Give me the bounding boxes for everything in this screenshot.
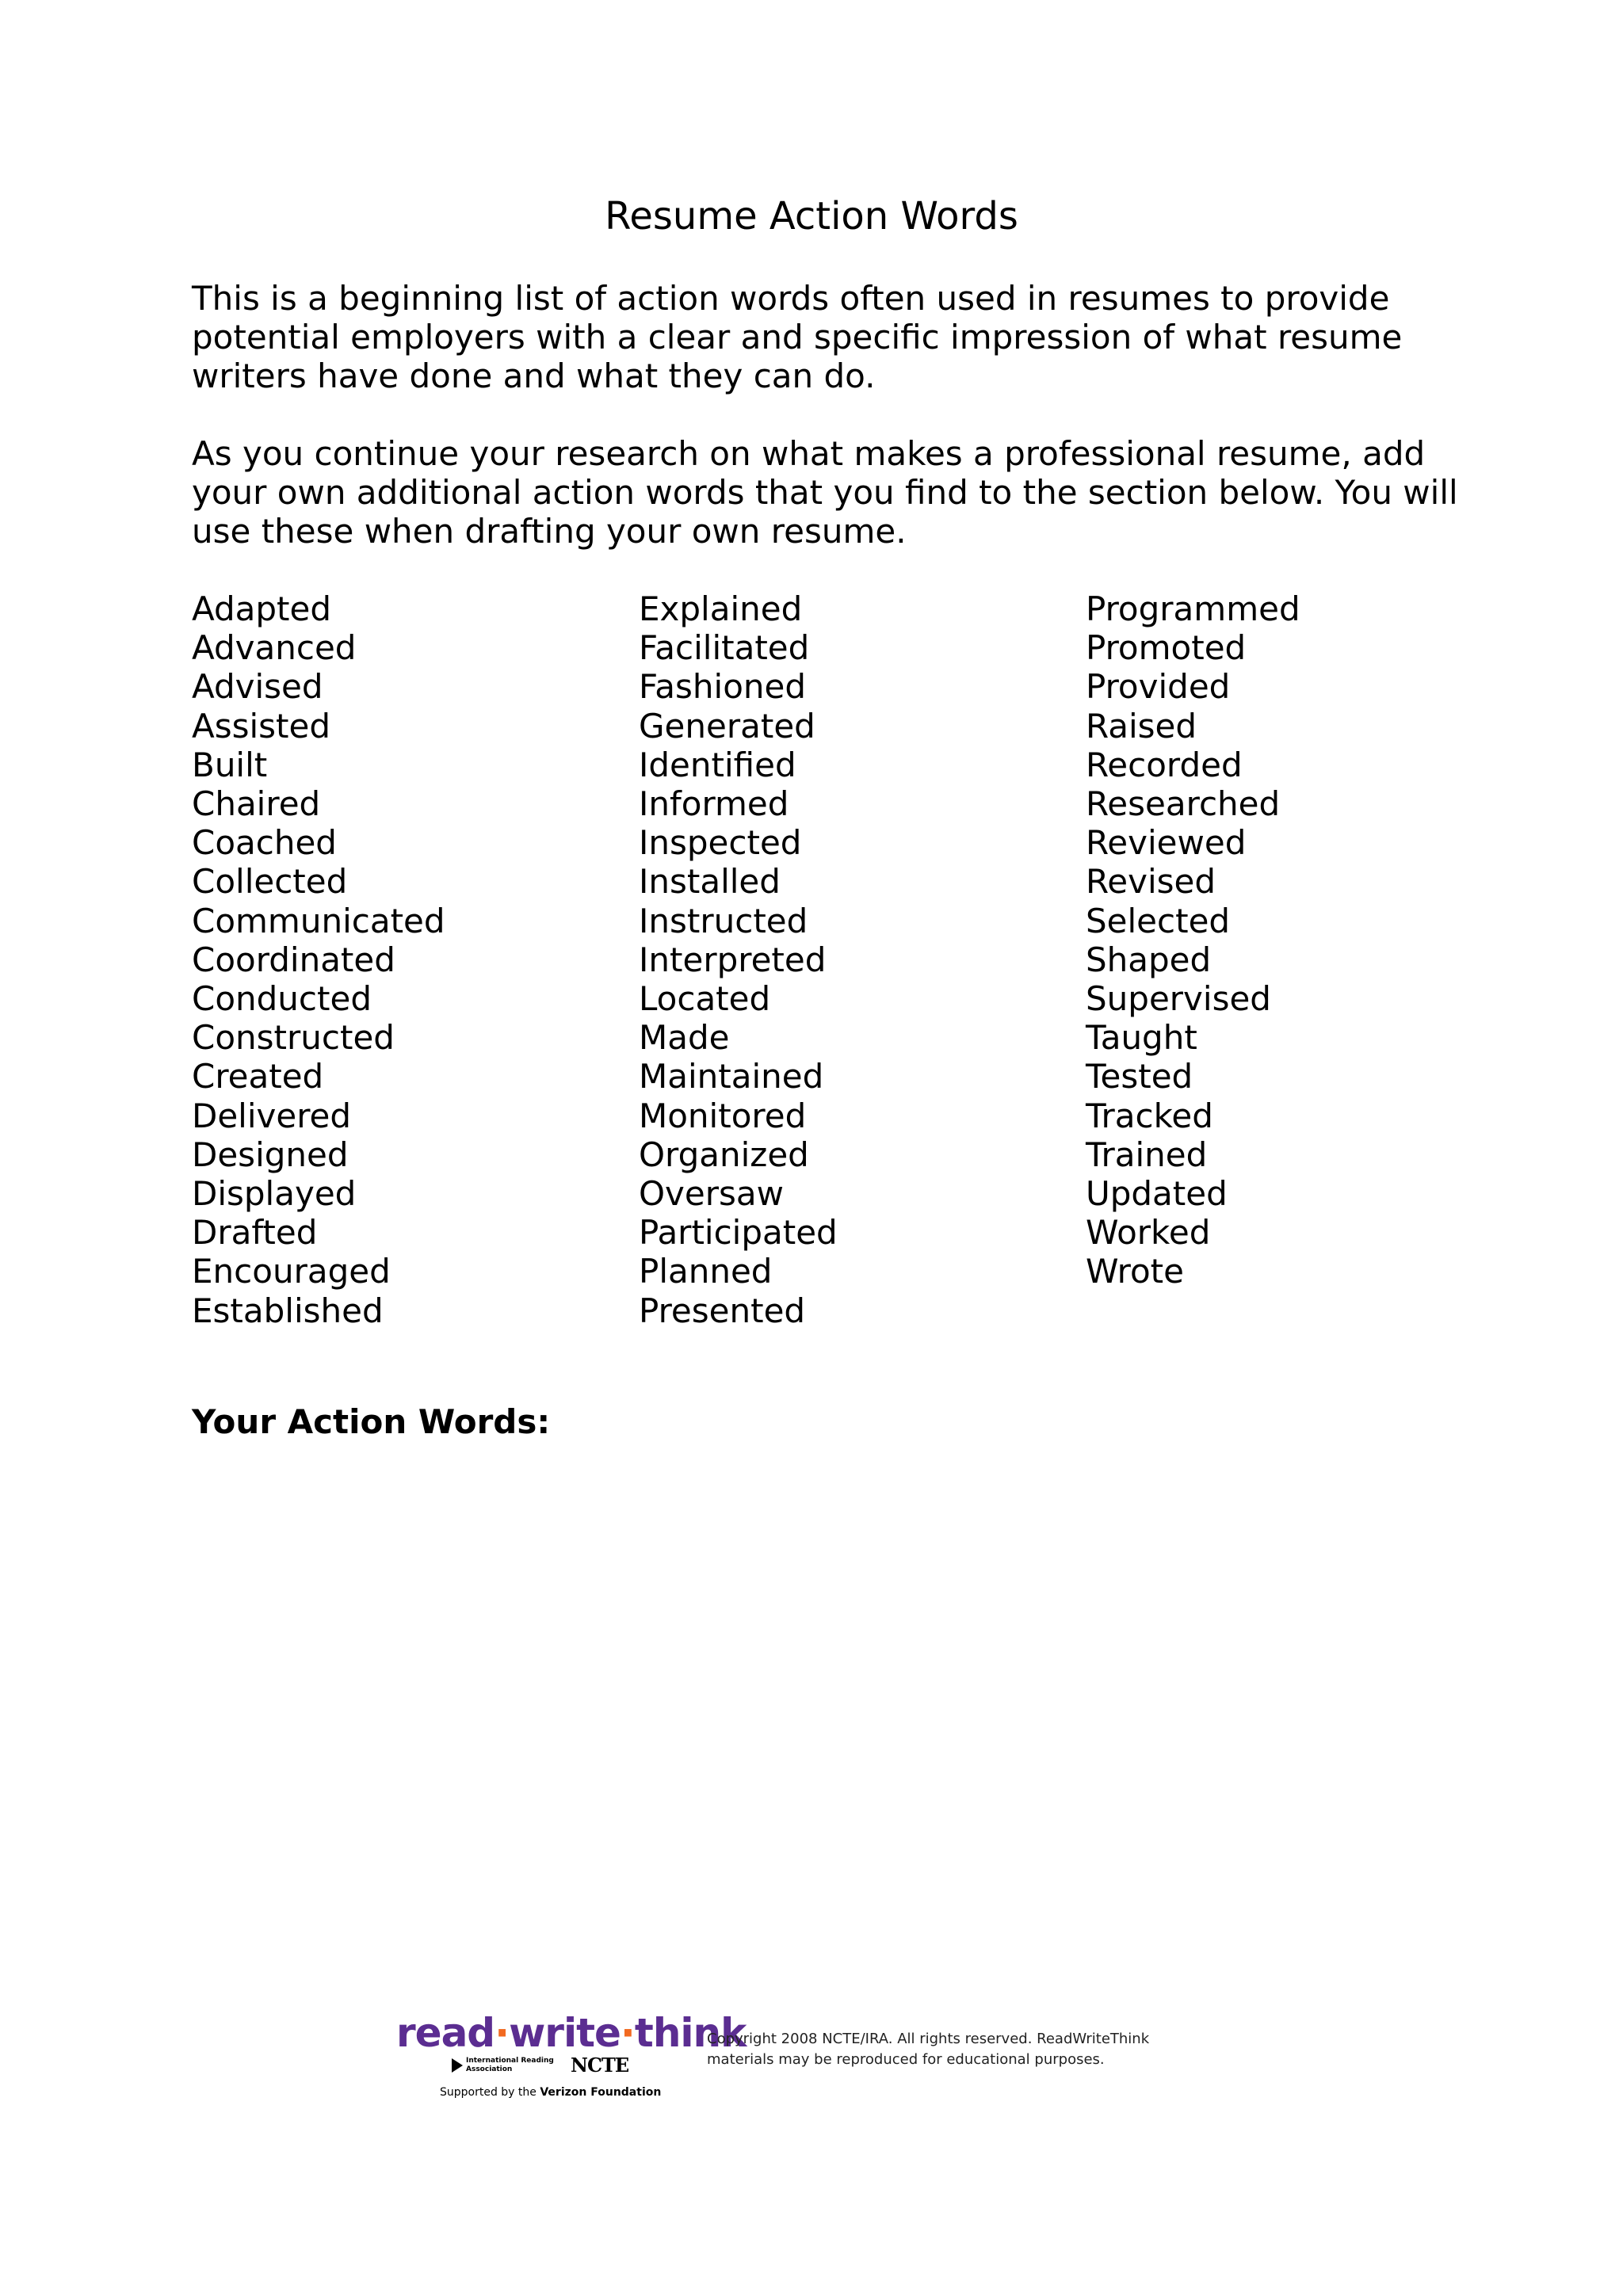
action-word: Raised <box>1086 706 1197 746</box>
action-word: Participated <box>639 1213 838 1253</box>
intro-line: writers have done and what they can do. <box>192 357 876 395</box>
action-word: Collected <box>192 862 348 902</box>
action-words-column-1 <box>192 589 445 1330</box>
action-word: Encouraged <box>192 1252 391 1291</box>
action-word: Oversaw <box>639 1174 784 1214</box>
logo-word: read <box>396 2010 495 2056</box>
action-word: Organized <box>639 1135 809 1174</box>
action-word: Advanced <box>192 628 357 668</box>
action-word: Established <box>192 1291 384 1330</box>
action-word: Assisted <box>192 706 331 746</box>
action-word: Monitored <box>639 1096 807 1135</box>
logo-word: think <box>634 2010 747 2056</box>
your-action-words-heading: Your Action Words: <box>192 1402 551 1441</box>
partner-logos <box>452 2055 658 2082</box>
action-word: Created <box>192 1057 324 1097</box>
action-word: Communicated <box>192 901 445 940</box>
action-word: Wrote <box>1086 1252 1184 1291</box>
instruction-paragraph <box>192 434 1460 551</box>
action-word: Coordinated <box>192 940 395 979</box>
instruction-line: your own additional action words that you find to the section below. You will <box>192 473 1458 512</box>
action-words-column-2 <box>639 589 838 1330</box>
action-word: Selected <box>1086 901 1231 940</box>
action-word: Revised <box>1086 862 1216 902</box>
action-word: Provided <box>1086 667 1231 707</box>
intro-line: This is a beginning list of action words often used in resumes to provide <box>192 279 1390 318</box>
action-word: Fashioned <box>639 667 807 707</box>
action-word: Trained <box>1086 1135 1208 1174</box>
action-word: Instructed <box>639 901 808 940</box>
action-word: Supervised <box>1086 979 1271 1019</box>
supported-prefix: Supported by the <box>440 2086 537 2099</box>
action-word: Made <box>639 1018 730 1058</box>
action-word: Adapted <box>192 589 332 628</box>
action-word: Located <box>639 979 771 1019</box>
action-word: Tracked <box>1086 1096 1213 1135</box>
action-word: Installed <box>639 862 781 902</box>
action-word: Shaped <box>1086 940 1212 979</box>
instruction-line: As you continue your research on what makes a professional resume, add <box>192 434 1426 473</box>
action-word: Delivered <box>192 1096 352 1135</box>
action-word: Interpreted <box>639 940 827 979</box>
ira-arrow-icon <box>452 2058 463 2073</box>
intro-line: potential employers with a clear and specific impression of what resume <box>192 318 1403 357</box>
action-word: Displayed <box>192 1174 357 1214</box>
copyright-line: Copyright 2008 NCTE/IRA. All rights reserved. ReadWriteThink <box>707 2031 1150 2047</box>
action-word: Designed <box>192 1135 349 1174</box>
intro-paragraph <box>192 279 1460 395</box>
action-word: Researched <box>1086 784 1281 824</box>
instruction-line: use these when drafting your own resume. <box>192 512 907 551</box>
action-word: Reviewed <box>1086 823 1247 863</box>
action-word: Planned <box>639 1252 773 1291</box>
action-word: Facilitated <box>639 628 810 668</box>
action-word: Maintained <box>639 1057 824 1097</box>
page-title: Resume Action Words <box>605 194 1018 238</box>
action-word: Chaired <box>192 784 321 824</box>
supported-org: Verizon Foundation <box>540 2086 662 2099</box>
action-word: Inspected <box>639 823 802 863</box>
ira-logo-text: International Reading Association <box>466 2057 554 2073</box>
action-word: Taught <box>1086 1018 1197 1058</box>
action-word: Constructed <box>192 1018 395 1058</box>
action-word: Presented <box>639 1291 806 1330</box>
copyright-line: materials may be reproduced for educational purposes. <box>707 2051 1105 2068</box>
action-word: Tested <box>1086 1057 1193 1097</box>
action-word: Coached <box>192 823 337 863</box>
logo-wordmark <box>396 2009 746 2057</box>
action-word: Updated <box>1086 1174 1228 1214</box>
logo-separator: · <box>495 2010 510 2056</box>
action-word: Built <box>192 745 268 784</box>
action-word: Recorded <box>1086 745 1243 784</box>
copyright-notice <box>707 2029 1149 2070</box>
logo-word: write <box>509 2010 621 2056</box>
readwritethink-logo <box>396 2009 747 2104</box>
action-words-column-3 <box>1086 589 1300 1291</box>
action-word: Conducted <box>192 979 372 1019</box>
action-word: Explained <box>639 589 803 628</box>
supported-by-line <box>440 2085 661 2100</box>
ncte-logo: NCTE <box>571 2054 629 2077</box>
action-word: Identified <box>639 745 796 784</box>
action-word: Drafted <box>192 1213 318 1253</box>
action-word: Promoted <box>1086 628 1247 668</box>
action-word: Worked <box>1086 1213 1211 1253</box>
action-word: Advised <box>192 667 323 707</box>
action-word: Generated <box>639 706 815 746</box>
action-word: Informed <box>639 784 789 824</box>
action-word: Programmed <box>1086 589 1300 628</box>
logo-separator: · <box>620 2010 635 2056</box>
